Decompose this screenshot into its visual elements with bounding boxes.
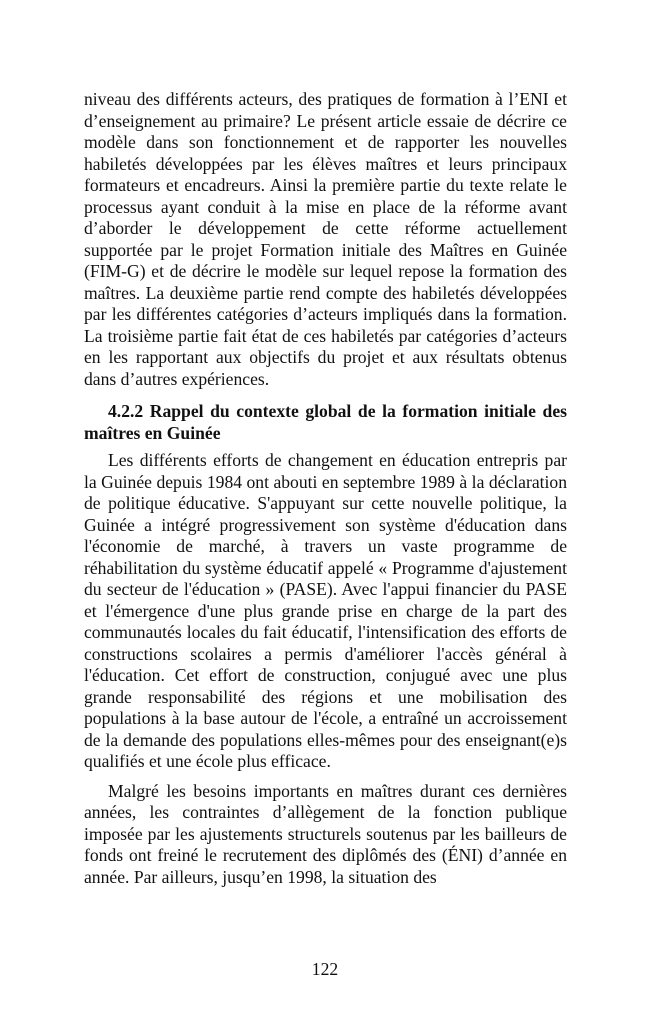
recruitment-paragraph: Malgré les besoins importants en maîtres durant ces dernières années, les contraintes d’allègement de la fonction publique imposée par les ajustements structurels soutenus par les bailleurs de fonds ont freiné le recrutement des diplômés des (ÉNI) d’année en année. Par ailleurs, jusqu’en 1998, la situation des (84, 780, 567, 887)
context-paragraph: Les différents efforts de changement en éducation entrepris par la Guinée depuis 1984 ont abouti en septembre 1989 à la déclaration de politique éducative. S'appuyant sur cette nouvelle politique, la Guinée a intégré progressivement son système d'éducation dans l'économie de marché, à travers un vaste programme de réhabilitation du système éducatif appelé « Programme d'ajustement du secteur de l'éducation » (PASE). Avec l'appui financier du PASE et l'émergence d'une plus grande prise en charge de la part des communautés locales du fait éducatif, l'intensification des efforts de constructions scolaires a permis d'améliorer l'accès général à l'éducation. Cet effort de construction, conjugué avec une plus grande responsabilité des régions et une mobilisation des populations à la base autour de l'école, a entraîné un accroissement de la demande des populations elles-mêmes pour des enseignant(e)s qualifiés et une école plus efficace. (84, 450, 567, 771)
page-number: 122 (311, 959, 339, 979)
page-body (84, 89, 567, 888)
intro-paragraph: niveau des différents acteurs, des pratiques de formation à l’ENI et d’enseignement au primaire? Le présent article essaie de décrire ce modèle dans son fonctionnement et de rapporter les nouvelles habiletés développées par les élèves maîtres et leurs principaux formateurs et encadreurs. Ainsi la première partie du texte relate le processus ayant conduit à la mise en place de la réforme avant d’aborder le développement de cette réforme actuellement supportée par le projet Formation initiale des Maîtres en Guinée (FIM-G) et de décrire le modèle sur lequel repose la formation des maîtres. La deuxième partie rend compte des habiletés développées par les différentes catégories d’acteurs impliqués dans la formation. La troisième partie fait état de ces habiletés par catégories d’acteurs en les rapportant aux objectifs du projet et aux résultats obtenus dans d’autres expériences. (84, 89, 567, 389)
section-heading: 4.2.2 Rappel du contexte global de la formation initiale des maîtres en Guinée (84, 401, 567, 443)
